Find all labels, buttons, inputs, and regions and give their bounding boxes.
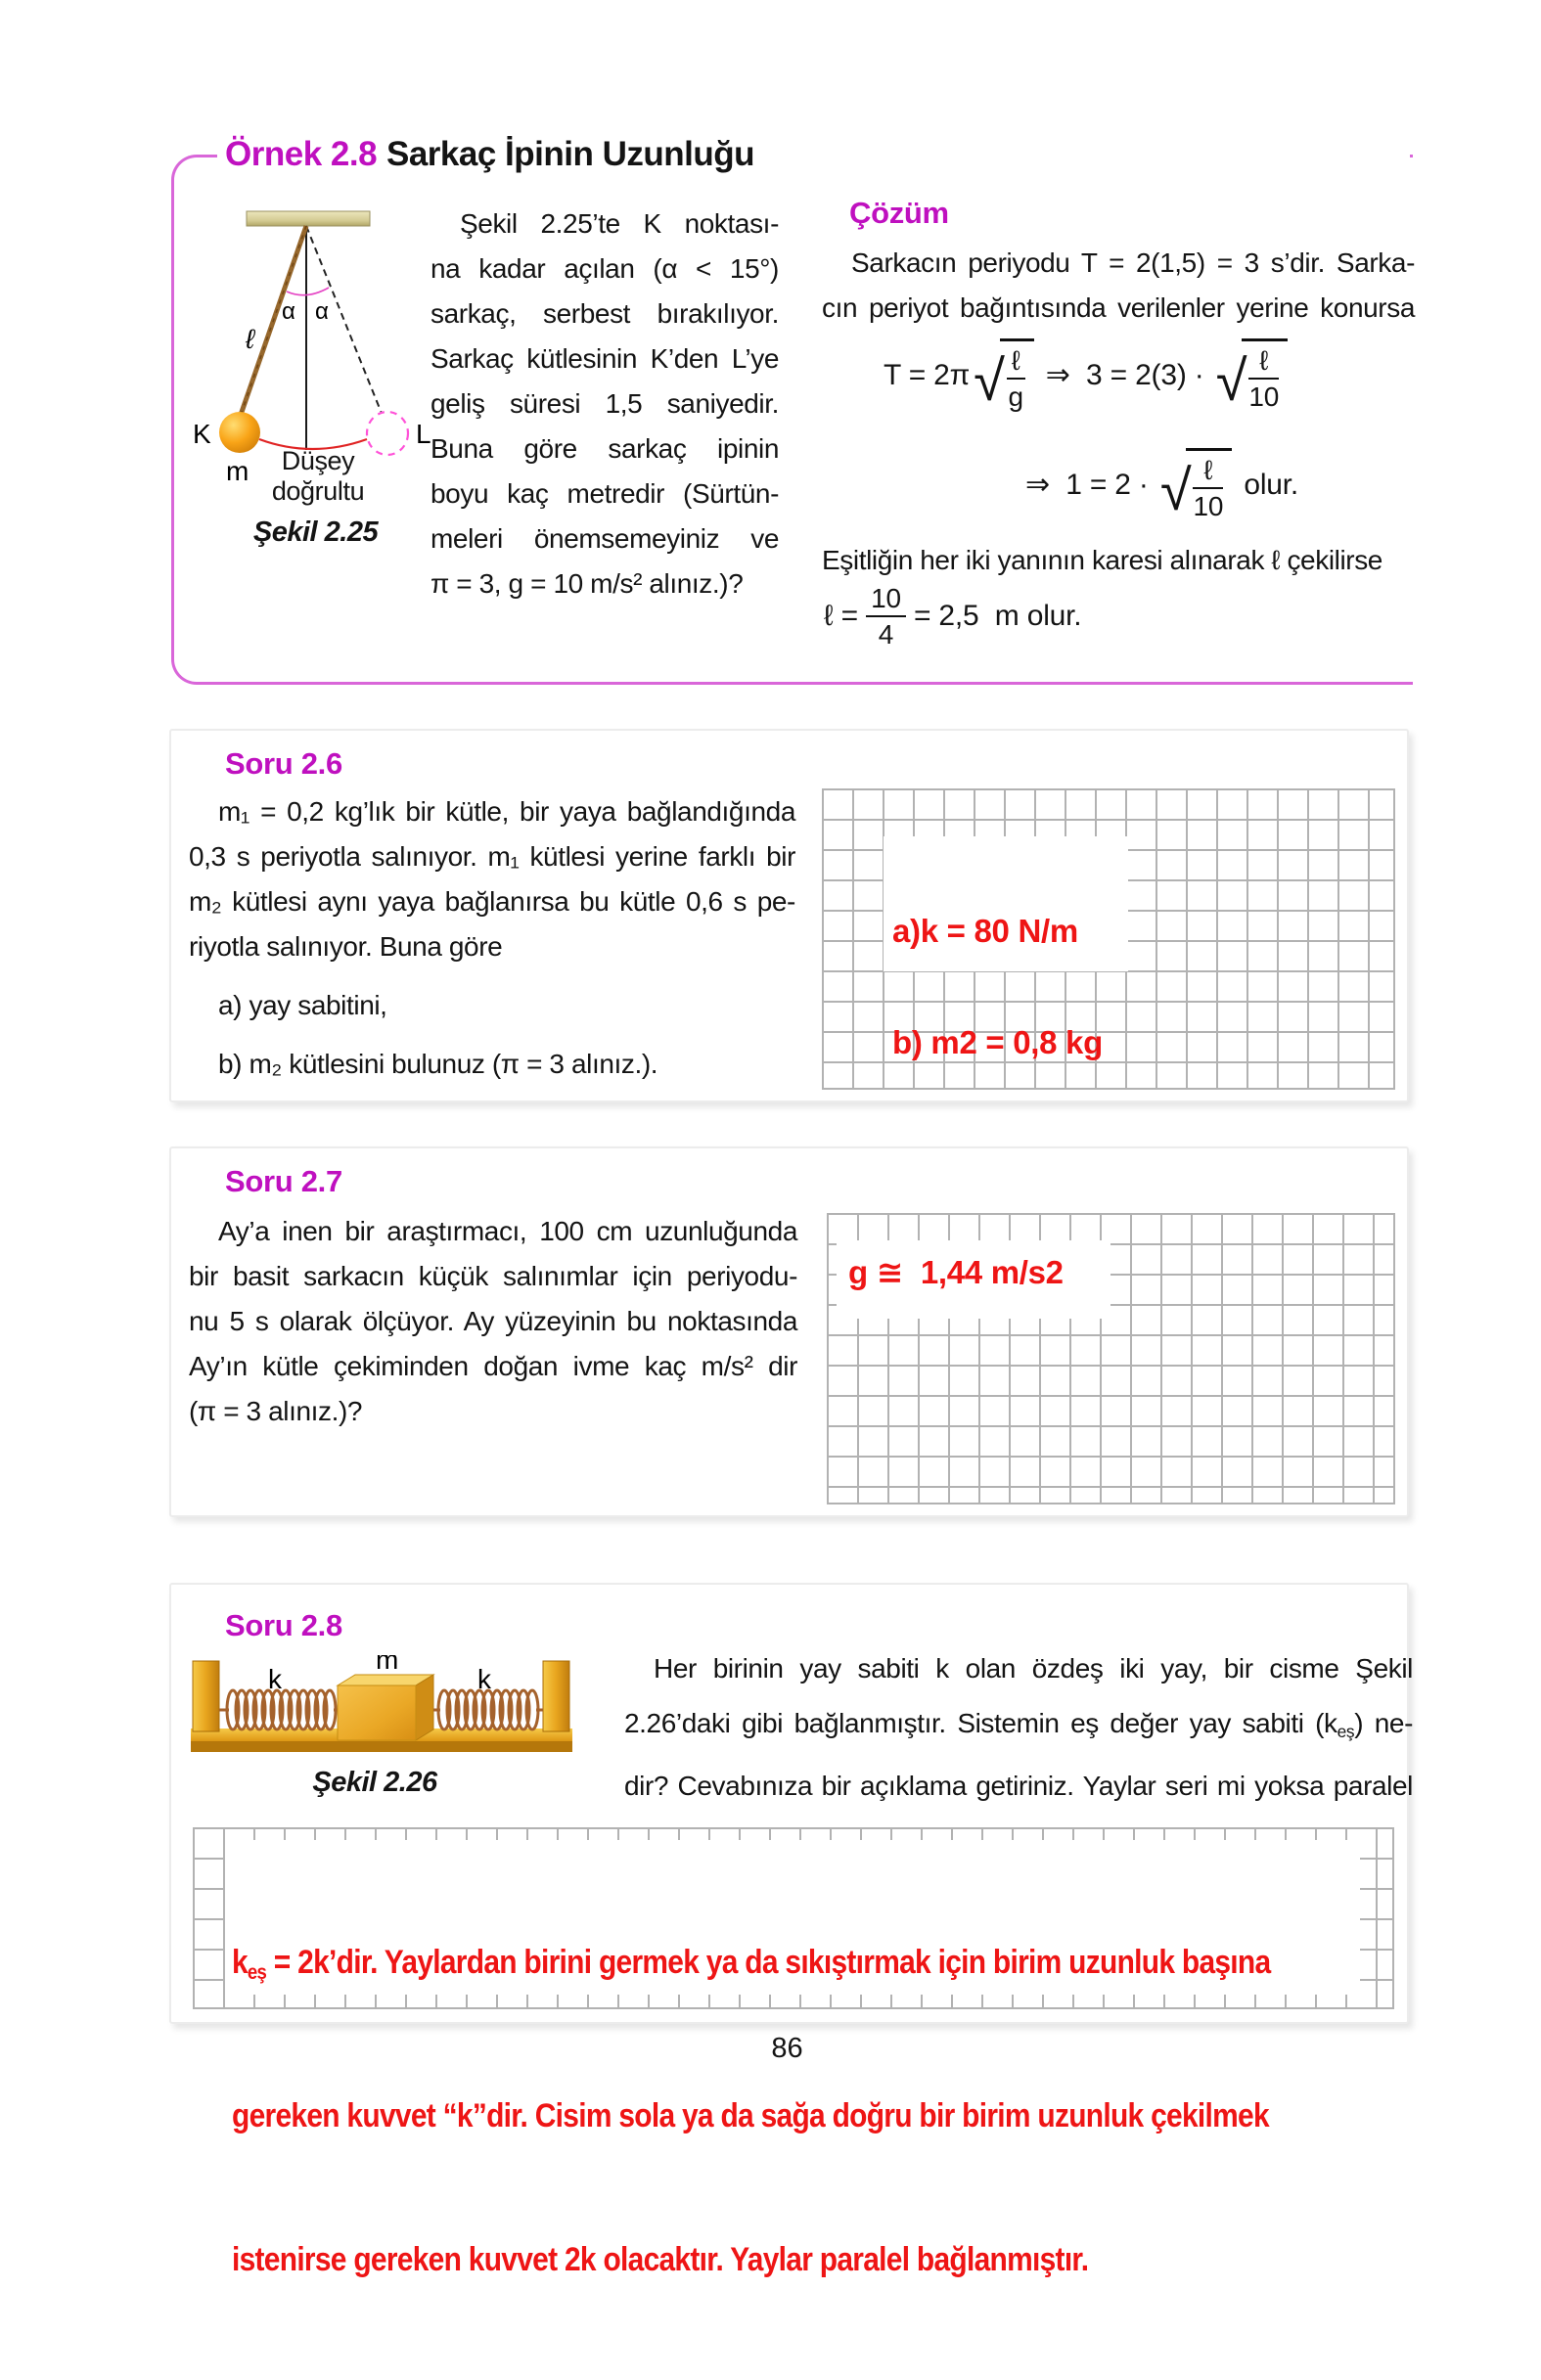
radical-symbol: √ bbox=[974, 348, 1005, 413]
solution-intro-line: Sarkacın periyodu T = 2(1,5) = 3 s’dir. Sarka- bbox=[851, 247, 1415, 278]
problem-line: boyu kaç metredir (Sürtün- bbox=[431, 478, 779, 509]
vertical-direction-line1: Düşey bbox=[281, 446, 355, 475]
equation-1-mid: ⇒ 3 = 2(3) · bbox=[1037, 359, 1212, 392]
example-title: Sarkaç İpinin Uzunluğu bbox=[386, 135, 754, 173]
question-2-6-label: Soru 2.6 bbox=[225, 746, 342, 781]
solution-intro-line: cın periyot bağıntısında verilenler yerine konursa bbox=[822, 292, 1415, 323]
right-spring bbox=[433, 1690, 543, 1729]
point-l-label: L bbox=[416, 419, 431, 449]
spring-constant-right-label: k bbox=[477, 1664, 491, 1694]
angle-arc bbox=[287, 288, 329, 295]
problem-line: na kadar açılan (α < 15°) bbox=[431, 253, 779, 284]
question-line: m₂ kütlesi aynı yaya bağlanırsa bu kütle 0,6 s pe- bbox=[189, 886, 795, 917]
mass-label: m bbox=[226, 456, 249, 486]
radical bbox=[1160, 448, 1232, 522]
length-label: ℓ bbox=[246, 324, 255, 354]
fraction bbox=[866, 583, 906, 651]
question-line bbox=[624, 1696, 1413, 1759]
solution-heading: Çözüm bbox=[849, 196, 949, 230]
equation-1-lhs: T = 2π bbox=[884, 358, 971, 391]
question-line: 0,3 s periyotla salınıyor. m₁ kütlesi yerine farklı bir bbox=[189, 841, 795, 872]
left-wall bbox=[193, 1661, 219, 1731]
vertical-direction-label bbox=[245, 446, 391, 507]
point-k-label: K bbox=[193, 419, 211, 449]
fraction-numerator: ℓ bbox=[1007, 345, 1025, 380]
question-line: bir basit sarkacın küçük salınımlar için periyodu- bbox=[189, 1261, 797, 1291]
question-line: m₁ = 0,2 kg’lık bir kütle, bir yaya bağlandığında bbox=[218, 796, 795, 827]
handwritten-answer-2-6 bbox=[892, 838, 1103, 1136]
answer-2-6-line2: b) m2 = 0,8 kg bbox=[892, 1024, 1103, 1060]
vertical-direction-line2: doğrultu bbox=[271, 476, 365, 506]
ceiling-bar bbox=[247, 211, 370, 226]
left-spring bbox=[219, 1690, 340, 1729]
cube-mass-label: m bbox=[376, 1655, 399, 1675]
alpha-left-label: α bbox=[282, 298, 295, 325]
question-option-a: a) yay sabitini, bbox=[218, 990, 387, 1020]
handwritten-answer-2-7: g ≅ 1,44 m/s2 bbox=[848, 1254, 1064, 1290]
radicand bbox=[1186, 448, 1232, 522]
equation-3-rhs: = 2,5 m olur. bbox=[905, 600, 1082, 633]
figure-caption-2-26: Şekil 2.26 bbox=[312, 1767, 437, 1798]
equation-2-suffix: olur. bbox=[1236, 468, 1299, 501]
question-line: Ay’a inen bir araştırmacı, 100 cm uzunluğunda bbox=[218, 1216, 797, 1246]
question-2-7-text bbox=[189, 1209, 797, 1434]
problem-line: Buna göre sarkaç ipinin bbox=[431, 433, 779, 464]
fraction-numerator: ℓ bbox=[1193, 455, 1223, 489]
subscript: eş bbox=[247, 1960, 267, 1984]
fraction-numerator: 10 bbox=[866, 583, 906, 617]
problem-line: Şekil 2.25’te K noktası- bbox=[460, 208, 779, 239]
alpha-right-label: α bbox=[315, 298, 329, 325]
radical bbox=[974, 338, 1034, 413]
question-line-part: 2.26’daki gibi bağlanmıştır. Sistemin eş değer yay sabiti (k bbox=[624, 1708, 1337, 1738]
problem-line: meleri önemsemeyiniz ve bbox=[431, 523, 779, 554]
answer-2-8-line3: istenirse gereken kuvvet 2k olacaktır. Yaylar paralel bağlanmıştır. bbox=[232, 2240, 1089, 2278]
problem-line: π = 3, g = 10 m/s² alınız.)? bbox=[431, 568, 744, 599]
equation-2 bbox=[1025, 448, 1298, 522]
question-2-6-text bbox=[189, 789, 795, 1087]
subscript: eş bbox=[1337, 1721, 1355, 1741]
handwritten-answer-2-8 bbox=[232, 1843, 1270, 2380]
question-2-7-label: Soru 2.7 bbox=[225, 1164, 342, 1198]
question-line: Her birinin yay sabiti k olan özdeş iki yay, bir cisme Şekil bbox=[654, 1653, 1413, 1684]
answer-2-6-line1: a)k = 80 N/m bbox=[892, 913, 1078, 949]
figure-caption-2-25: Şekil 2.25 bbox=[252, 516, 379, 548]
rope-texture bbox=[241, 226, 306, 415]
answer-part: = 2k’dir. Yaylardan birini germek ya da sıkıştırmak için birim uzunluk başına bbox=[266, 1944, 1271, 1981]
spring-constant-left-label: k bbox=[268, 1664, 282, 1694]
question-box-2-6 bbox=[169, 729, 1409, 1102]
question-line: riyotla salınıyor. Buna göre bbox=[189, 931, 503, 962]
radical-symbol: √ bbox=[1215, 348, 1247, 413]
question-2-8-label: Soru 2.8 bbox=[225, 1608, 342, 1642]
equation-3-lhs: ℓ = bbox=[824, 600, 867, 633]
solution-square-line: Eşitliğin her iki yanının karesi alınarak ℓ çekilirse bbox=[822, 545, 1382, 575]
problem-line: Sarkaç kütlesinin K’den L’ye bbox=[431, 343, 779, 374]
equation-2-lhs: ⇒ 1 = 2 · bbox=[1025, 469, 1156, 502]
question-line-part: ) ne- bbox=[1354, 1708, 1413, 1738]
page-number: 86 bbox=[771, 2033, 803, 2064]
fraction-denominator: 10 bbox=[1248, 382, 1280, 413]
springs-figure bbox=[188, 1655, 579, 1757]
fraction-denominator: 4 bbox=[878, 619, 894, 651]
problem-line: geliş süresi 1,5 saniyedir. bbox=[431, 388, 779, 419]
solution-intro bbox=[822, 241, 1415, 331]
cube-front-face bbox=[338, 1685, 416, 1740]
question-line: (π = 3 alınız.)? bbox=[189, 1396, 363, 1426]
right-wall bbox=[543, 1661, 569, 1731]
answer-part: k bbox=[232, 1944, 248, 1981]
example-problem-text bbox=[431, 202, 779, 606]
question-line: Ay’ın kütle çekiminden doğan ivme kaç m/s² dir bbox=[189, 1351, 797, 1381]
radical-symbol: √ bbox=[1159, 458, 1192, 522]
example-label: Örnek 2.8 bbox=[225, 135, 378, 173]
radicand bbox=[1242, 338, 1288, 413]
answer-2-8-line1 bbox=[232, 1939, 1270, 1997]
radical bbox=[1216, 338, 1288, 413]
question-line: nu 5 s olarak ölçüyor. Ay yüzeyinin bu noktasında bbox=[189, 1306, 797, 1336]
question-line: dir? Cevabınıza bir açıklama getiriniz. Yaylar seri mi yoksa paralel bbox=[624, 1770, 1413, 1801]
track-base-front bbox=[191, 1741, 572, 1752]
fraction-numerator: ℓ bbox=[1248, 345, 1279, 380]
answer-2-8-line2: gereken kuvvet “k”dir. Cisim sola ya da sağa doğru bir birim uzunluk çekilmek bbox=[232, 2096, 1269, 2134]
fraction-denominator: g bbox=[1008, 382, 1023, 413]
equation-1 bbox=[884, 338, 1292, 413]
fraction-denominator: 10 bbox=[1193, 491, 1224, 522]
question-box-2-7 bbox=[169, 1146, 1409, 1517]
equation-3 bbox=[824, 583, 1081, 651]
cube-right-face bbox=[416, 1675, 433, 1740]
question-option-b: b) m₂ kütlesini bulunuz (π = 3 alınız.). bbox=[218, 1049, 658, 1079]
problem-line: sarkaç, serbest bırakılıyor. bbox=[431, 298, 779, 329]
